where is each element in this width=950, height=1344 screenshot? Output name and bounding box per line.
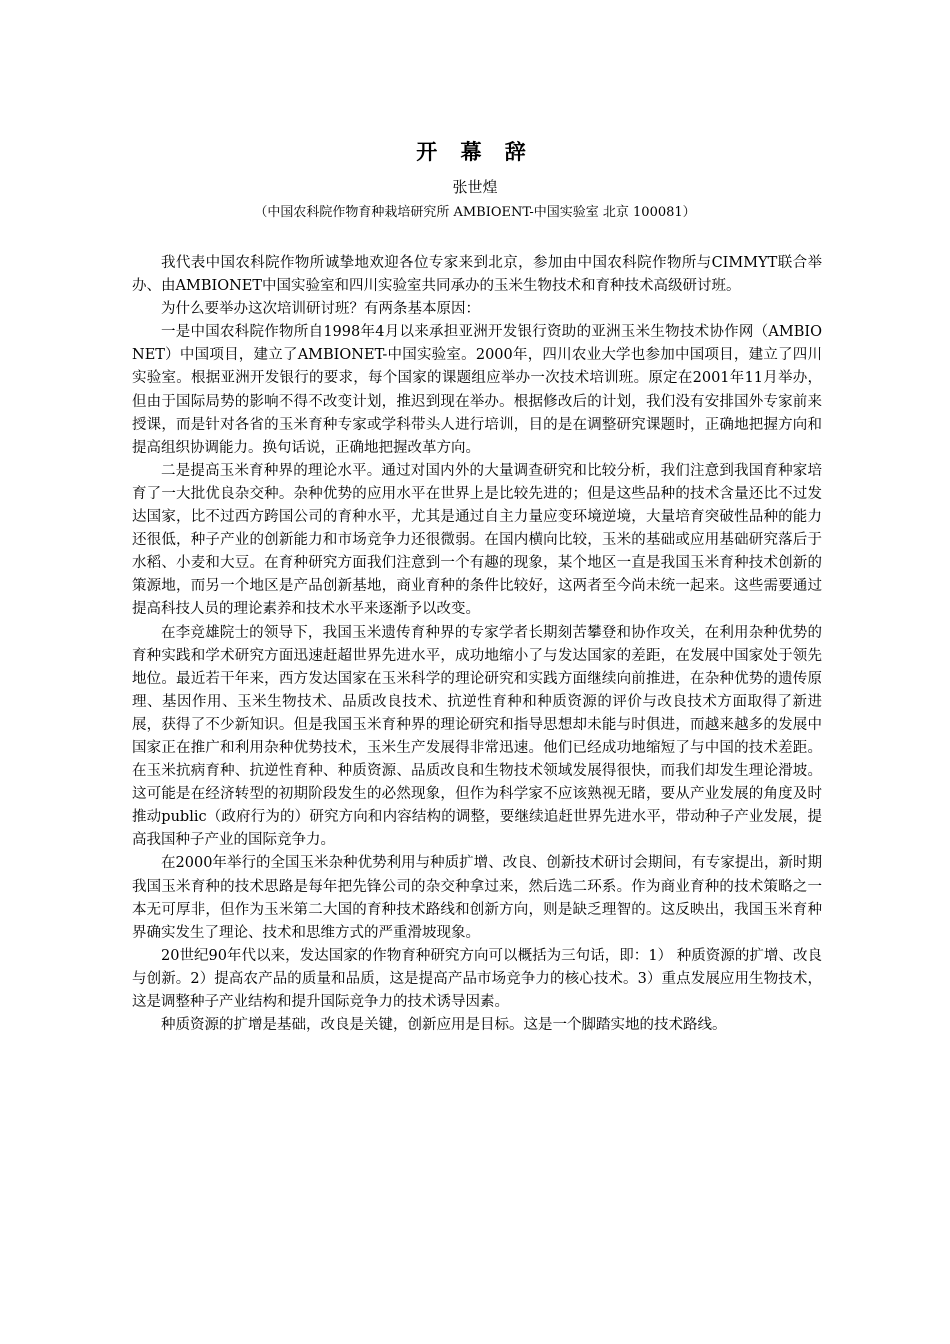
paragraph-welcome: 我代表中国农科院作物所诚挚地欢迎各位专家来到北京，参加由中国农科院作物所与CIMMYT联合举办、由AMBIONET中国实验室和四川实验室共同承办的玉米生物技术和育种技术高级研讨班。 [132, 255, 822, 295]
paragraph-conference-2000: 在2000年举行的全国玉米杂种优势利用与种质扩增、改良、创新技术研讨会期间，有专家提出，新时期我国玉米育种的技术思路是每年把先锋公司的杂交种拿过来，然后选二环系。作为商业育种的技术策略之一本无可厚非，但作为玉米第二大国的育种技术路线和创新方向，则是缺乏理智的。这反映出，我国玉米育种界确实发生了理论、技术和思维方式的严重滑坡现象。 [132, 855, 822, 941]
paragraph-reason-one: 一是中国农科院作物所自1998年4月以来承担亚洲开发银行资助的亚洲玉米生物技术协作网（AMBIONET）中国项目，建立了AMBIONET-中国实验室。2000年，四川农业大学也参加中国项目，建立了四川实验室。根据亚洲开发银行的要求，每个国家的课题组应举办一次技术培训班。原定在2001年11月举办，但由于国际局势的影响不得不改变计划，推迟到现在举办。根据修改后的计划，我们没有安排国外专家前来授课，而是针对各省的玉米育种专家或学科带头人进行培训，目的是在调整研究课题时，正确地把握方向和提高组织协调能力。换句话说，正确地把握改革方向。 [132, 324, 822, 456]
document-title: 开 幕 辞 [416, 140, 534, 164]
paragraph-history: 在李竞雄院士的领导下，我国玉米遗传育种界的专家学者长期刻苦攀登和协作攻关，在利用杂种优势的育种实践和学术研究方面迅速赶超世界先进水平，成功地缩小了与发达国家的差距，在发展中国家处于领先地位。最近若干年来，西方发达国家在玉米科学的理论研究和实践方面继续向前推进，在杂种优势的遗传原理、基因作用、玉米生物技术、品质改良技术、抗逆性育种和种质资源的评价与改良技术方面取得了新进展，获得了不少新知识。但是我国玉米育种界的理论研究和指导思想却未能与时俱进，而越来越多的发展中国家正在推广和利用杂种优势技术，玉米生产发展得非常迅速。他们已经成功地缩短了与中国的技术差距。在玉米抗病育种、抗逆性育种、种质资源、品质改良和生物技术领域发展得很快，而我们却发生理论滑坡。这可能是在经济转型的初期阶段发生的必然现象，但作为科学家不应该熟视无睹，要从产业发展的角度及时推动public（政府行为的）研究方向和内容结构的调整，要继续追赶世界先进水平，带动种子产业发展，提高我国种子产业的国际竞争力。 [132, 624, 822, 849]
body-text [132, 252, 822, 1037]
paragraph-research-directions: 20世纪90年代以来，发达国家的作物育种研究方向可以概括为三句话，即：1） 种质资源的扩增、改良与创新。2）提高农产品的质量和品质，这是提高产品市场竞争力的核心技术。3）重点发展应用生物技术，这是调整种子产业结构和提升国际竞争力的技术诱导因素。 [132, 947, 822, 1010]
paragraph-conclusion: 种质资源的扩增是基础，改良是关键，创新应用是目标。这是一个脚踏实地的技术路线。 [161, 1017, 727, 1034]
paragraph-reason-two: 二是提高玉米育种界的理论水平。通过对国内外的大量调查研究和比较分析，我们注意到我国育种家培育了一大批优良杂交种。杂种优势的应用水平在世界上是比较先进的；但是这些品种的技术含量还比不过发达国家，比不过西方跨国公司的育种水平，尤其是通过自主力量应变环境逆境，大量培育突破性品种的能力还很低，种子产业的创新能力和市场竞争力还很微弱。在国内横向比较，玉米的基础或应用基础研究落后于水稻、小麦和大豆。在育种研究方面我们注意到一个有趣的现象，某个地区一直是我国玉米育种技术创新的策源地，而另一个地区是产品创新基地，商业育种的条件比较好，这两者至今尚未统一起来。这些需要通过提高科技人员的理论素养和技术水平来逐渐予以改变。 [132, 462, 822, 618]
author-name: 张世煌 [452, 178, 498, 196]
paragraph-question: 为什么要举办这次培训研讨班？有两条基本原因： [161, 301, 480, 318]
author-affiliation: （中国农科院作物育种栽培研究所 AMBIOENT-中国实验室 北京 100081） [254, 205, 696, 220]
